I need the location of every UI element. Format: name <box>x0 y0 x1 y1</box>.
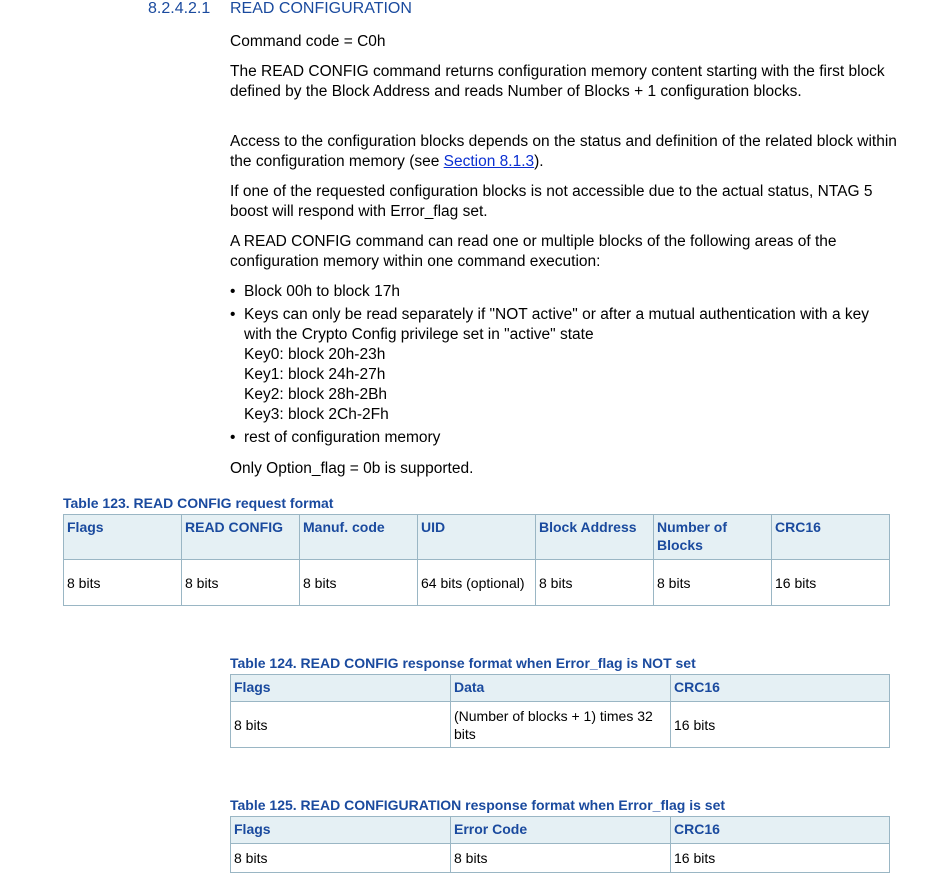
paragraph-access <box>230 132 900 172</box>
column-header: Flags <box>64 515 182 560</box>
table-header-row <box>231 817 890 844</box>
table-cell: 16 bits <box>671 844 890 873</box>
column-header: CRC16 <box>772 515 890 560</box>
table-row <box>64 560 890 606</box>
bullet-icon: • <box>230 306 236 323</box>
table-cell: 8 bits <box>654 560 772 606</box>
table-caption: Table 123. READ CONFIG request format <box>63 495 334 511</box>
table-cell: 8 bits <box>182 560 300 606</box>
table-cell: 8 bits <box>451 844 671 873</box>
table-cell: 16 bits <box>671 702 890 748</box>
section-title: READ CONFIGURATION <box>230 0 412 17</box>
section-heading <box>148 0 412 18</box>
table-cell: 8 bits <box>64 560 182 606</box>
paragraph-access-end: ). <box>534 153 544 170</box>
column-header: Data <box>451 675 671 702</box>
table-row <box>231 702 890 748</box>
table-header-row <box>231 675 890 702</box>
column-header: Flags <box>231 675 451 702</box>
column-header: UID <box>418 515 536 560</box>
table-cell: 8 bits <box>536 560 654 606</box>
table-header-row <box>64 515 890 560</box>
key-range-text: Key0: block 20h-23h <box>244 346 386 363</box>
request-format-table <box>63 514 890 606</box>
key-range-text: Key1: block 24h-27h <box>244 366 386 383</box>
table-cell: 8 bits <box>300 560 418 606</box>
section-link[interactable]: Section 8.1.3 <box>443 153 535 170</box>
section-number: 8.2.4.2.1 <box>148 0 211 17</box>
paragraph-option-flag: Only Option_flag = 0b is supported. <box>230 460 474 477</box>
column-header: Block Address <box>536 515 654 560</box>
paragraph-description: The READ CONFIG command returns configuration memory content starting with the first block defined by the Block Address and reads Number of Blocks + 1 configuration blocks. <box>230 63 885 100</box>
bullet-list <box>230 282 900 448</box>
table-cell: 64 bits (optional) <box>418 560 536 606</box>
table-caption: Table 124. READ CONFIG response format when Error_flag is NOT set <box>230 655 696 671</box>
key-range-text: Key3: block 2Ch-2Fh <box>244 406 389 423</box>
response-format-table <box>230 674 890 748</box>
column-header: Manuf. code <box>300 515 418 560</box>
key-range-text: Key2: block 28h-2Bh <box>244 386 388 403</box>
column-header: Number of Blocks <box>654 515 772 560</box>
column-header: READ CONFIG <box>182 515 300 560</box>
bullet-icon: • <box>230 283 236 300</box>
list-item <box>230 305 900 425</box>
column-header: Flags <box>231 817 451 844</box>
bullet-text: Keys can only be read separately if "NOT active" or after a mutual authentication with a key with the Crypto Config privilege set in "active" state <box>244 306 870 343</box>
bullet-icon: • <box>230 429 236 446</box>
column-header: Error Code <box>451 817 671 844</box>
column-header: CRC16 <box>671 817 890 844</box>
command-code-text: Command code = C0h <box>230 33 386 50</box>
table-cell: 16 bits <box>772 560 890 606</box>
list-item <box>230 282 900 302</box>
table-caption: Table 125. READ CONFIGURATION response format when Error_flag is set <box>230 797 726 813</box>
bullet-text: Block 00h to block 17h <box>244 283 400 300</box>
paragraph-error: If one of the requested configuration blocks is not accessible due to the actual status, NTAG 5 boost will respond with Error_flag set. <box>230 183 873 220</box>
paragraph-access-text: Access to the configuration blocks depends on the status and definition of the related block within the configuration memory (see <box>230 133 897 170</box>
table-cell: 8 bits <box>231 702 451 748</box>
paragraph-areas: A READ CONFIG command can read one or multiple blocks of the following areas of the configuration memory within one command execution: <box>230 233 837 270</box>
error-response-table <box>230 816 890 873</box>
column-header: CRC16 <box>671 675 890 702</box>
table-cell: 8 bits <box>231 844 451 873</box>
list-item <box>230 428 900 448</box>
table-row <box>231 844 890 873</box>
bullet-text: rest of configuration memory <box>244 429 441 446</box>
table-cell: (Number of blocks + 1) times 32 bits <box>451 702 671 748</box>
